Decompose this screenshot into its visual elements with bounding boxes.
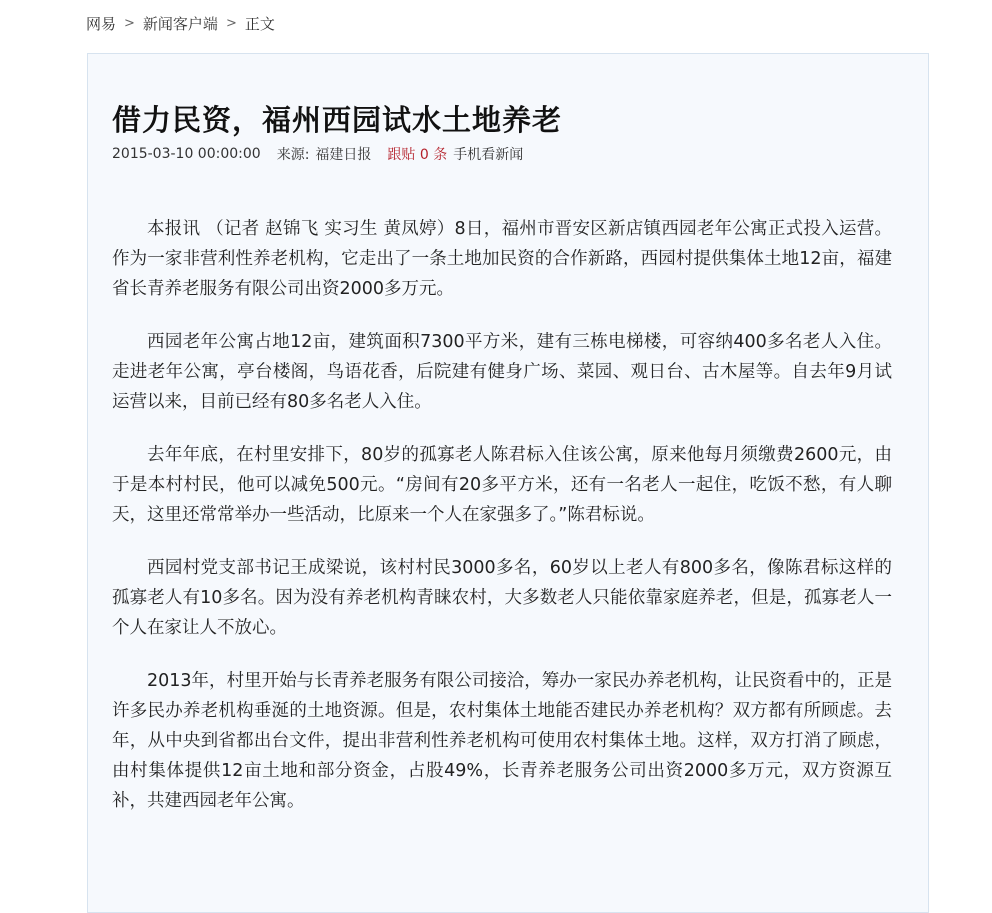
article-paragraph: 2013年，村里开始与长青养老服务有限公司接洽，筹办一家民办养老机构，让民资看中的，正是许多民办养老机构垂涎的土地资源。但是，农村集体土地能否建民办养老机构？双方都有所顾虑。去年，从中央到省都出台文件，提出非营利性养老机构可使用农村集体土地。这样，双方打消了顾虑，由村集体提供12亩土地和部分资金，占股49%，长青养老服务公司出资2000多万元，双方资源互补，共建西园老年公寓。 xyxy=(112,671,892,811)
breadcrumb-item-news-client[interactable]: 新闻客户端 xyxy=(142,15,218,33)
publish-date: 2015-03-10 00:00:00 xyxy=(112,146,261,162)
article-body xyxy=(112,214,892,839)
article-paragraph: 西园老年公寓占地12亩，建筑面积7300平方米，建有三栋电梯楼，可容纳400多名老人入住。走进老年公寓，亭台楼阁，鸟语花香，后院建有健身广场、菜园、观日台、古木屋等。自去年9月试运营以来，目前已经有80多名老人入住。 xyxy=(112,332,892,412)
breadcrumb-item-article: 正文 xyxy=(244,15,275,33)
breadcrumb-separator: > xyxy=(225,16,237,31)
breadcrumb-separator: > xyxy=(124,16,135,31)
source-label: 来源: xyxy=(276,147,310,163)
article-title: 借力民资，福州西园试水土地养老 xyxy=(112,103,563,137)
article-container xyxy=(87,53,929,913)
article-paragraph: 去年年底，在村里安排下，80岁的孤寡老人陈君标入住该公寓，原来他每月须缴费2600元，由于是本村村民，他可以减免500元。“房间有20多平方米，还有一名老人一起住，吃饭不愁，有人聊天，这里还常常举办一些活动，比原来一个人在家强多了。”陈君标说。 xyxy=(112,445,892,525)
article-meta xyxy=(112,144,523,164)
source-name: 福建日报 xyxy=(315,147,372,163)
breadcrumb xyxy=(86,12,275,36)
comments-link[interactable]: 跟贴 0 条 xyxy=(387,147,448,163)
article-paragraph: 本报讯 （记者 赵锦飞 实习生 黄凤婷）8日，福州市晋安区新店镇西园老年公寓正式投入运营。作为一家非营利性养老机构，它走出了一条土地加民资的合作新路，西园村提供集体土地12亩，福建省长青养老服务有限公司出资2000多万元。 xyxy=(112,219,892,299)
mobile-news-link[interactable]: 手机看新闻 xyxy=(453,147,524,163)
article-paragraph: 西园村党支部书记王成梁说，该村村民3000多名，60岁以上老人有800多名，像陈君标这样的孤寡老人有10多名。因为没有养老机构青睐农村，大多数老人只能依靠家庭养老，但是，孤寡老人一个人在家让人不放心。 xyxy=(112,558,892,638)
breadcrumb-item-netease[interactable]: 网易 xyxy=(86,15,117,33)
